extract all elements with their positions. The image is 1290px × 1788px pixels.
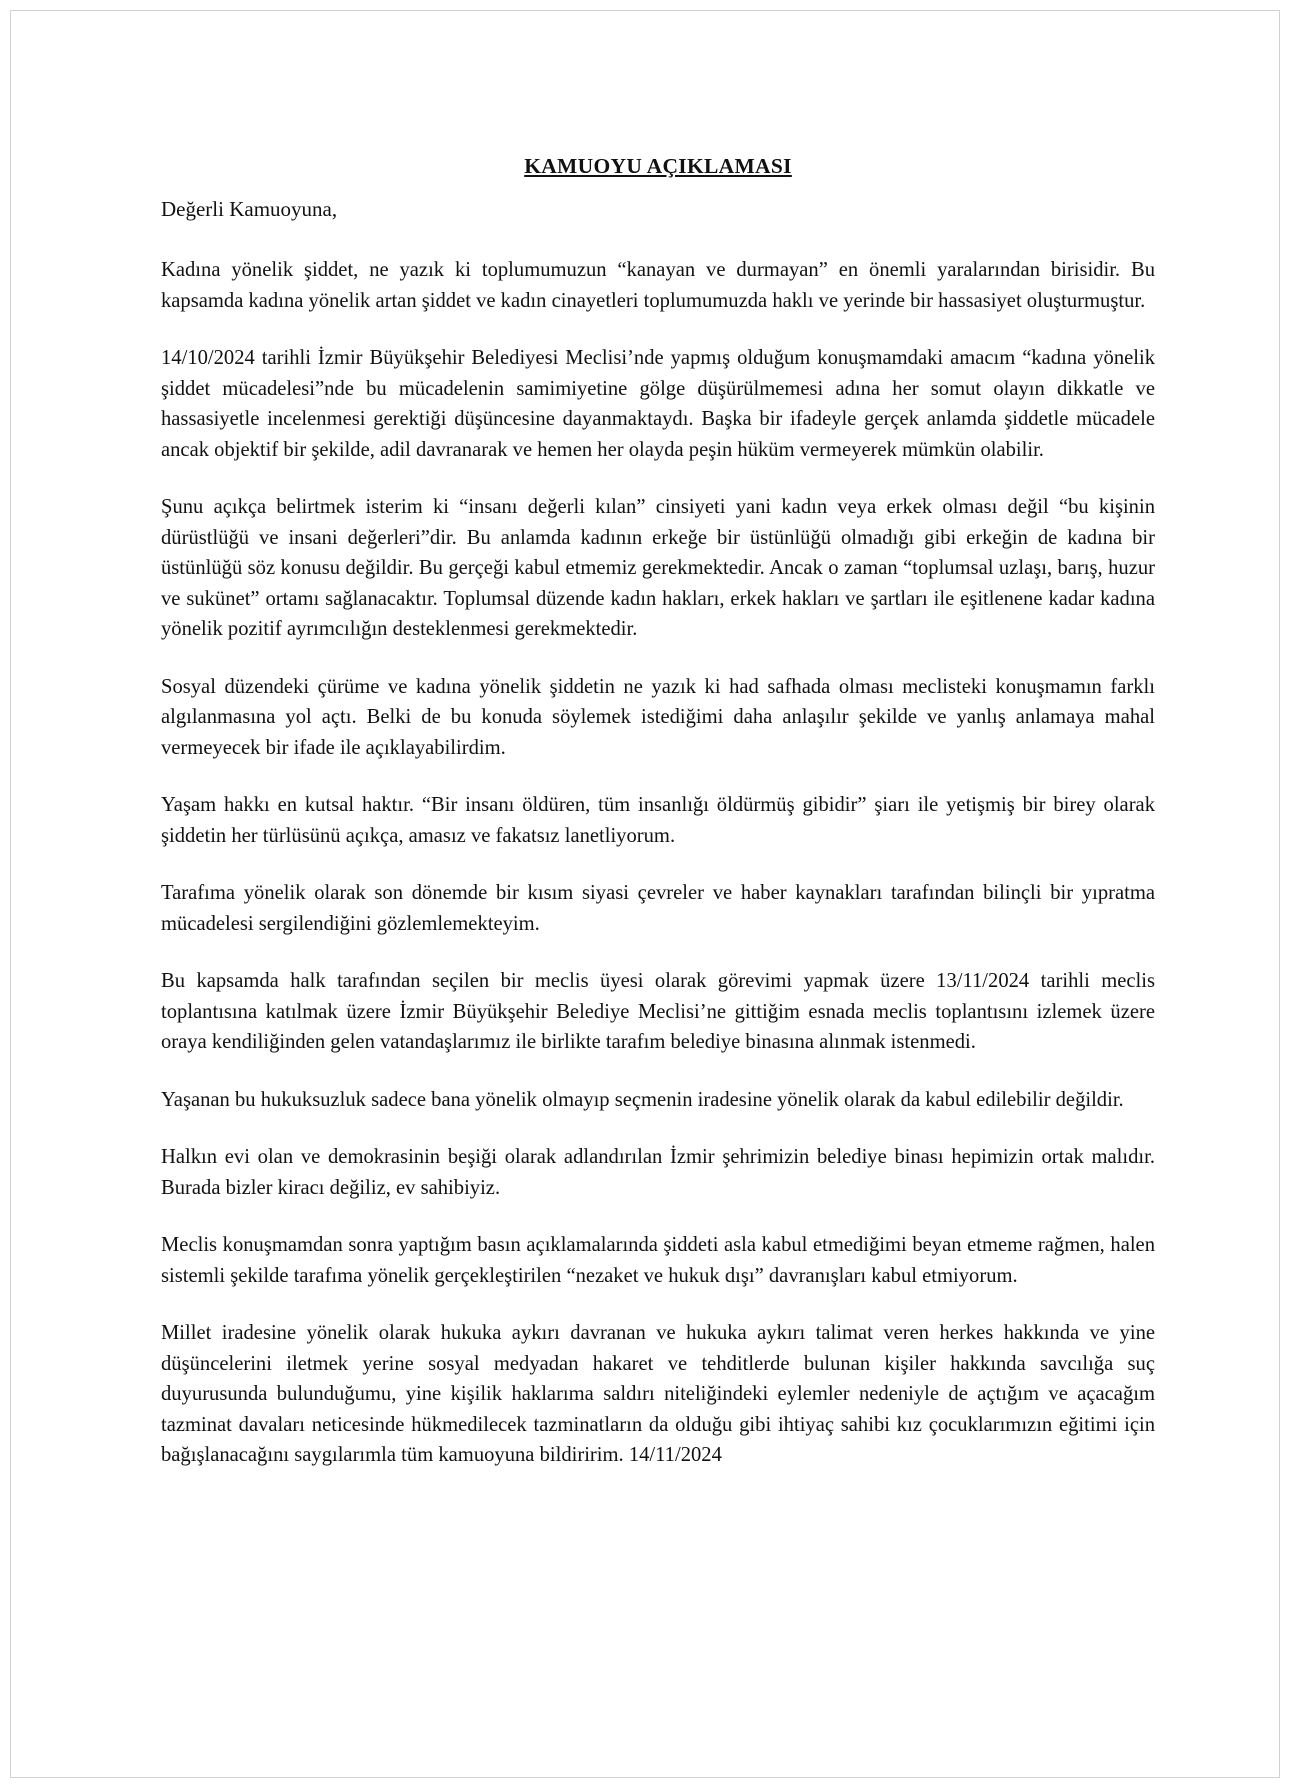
document-body: [161, 154, 1155, 1471]
paragraph-10: Meclis konuşmamdan sonra yaptığım basın açıklamalarında şiddeti asla kabul etmediğimi beyan etmeme rağmen, halen sistemli şekilde tarafıma yönelik gerçekleştirilen “nezaket ve hukuk dışı” davranışları kabul etmiyorum.: [161, 1234, 1155, 1287]
paragraph-11-closing: Millet iradesine yönelik olarak hukuka aykırı davranan ve hukuka aykırı talimat veren herkes hakkında ve yine düşüncelerini iletmek yerine sosyal medyadan hakaret ve tehditlerde bulunan kişiler hakkında savcılığa suç duyurusunda bulunduğumu, yine kişilik haklarıma saldırı niteliğindeki eylemler nedeniyle de açtığım ve açacağım tazminat davaları neticesinde hükmedilecek tazminatların da olduğu gibi ihtiyaç sahibi kız çocuklarımızın eğitimi için bağışlanacağını saygılarımla tüm kamuoyuna bildiririm. 14/11/2024: [161, 1322, 1155, 1466]
paragraph-2: 14/10/2024 tarihli İzmir Büyükşehir Belediyesi Meclisi’nde yapmış olduğum konuşmamdaki amacım “kadına yönelik şiddet mücadelesi”nde bu mücadelenin samimiyetine gölge düşürülmemesi adına her somut olayın dikkatle ve hassasiyetle incelenmesi gerektiği düşüncesine dayanmaktaydı. Başka bir ifadeyle gerçek anlamda şiddetle mücadele ancak objektif bir şekilde, adil davranarak ve hemen her olayda peşin hüküm vermeyerek mümkün olabilir.: [161, 347, 1155, 461]
paragraph-3: Şunu açıkça belirtmek isterim ki “insanı değerli kılan” cinsiyeti yani kadın veya erkek olması değil “bu kişinin dürüstlüğü ve insani değerleri”dir. Bu anlamda kadının erkeğe bir üstünlüğü olmadığı gibi erkeğin de kadına bir üstünlüğü söz konusu değildir. Bu gerçeği kabul etmemiz gerekmektedir. Ancak o zaman “toplumsal uzlaşı, barış, huzur ve sukünet” ortamı sağlanacaktır. Toplumsal düzende kadın hakları, erkek hakları ve şartları ile eşitlenene kadar kadına yönelik pozitif ayrımcılığın desteklenmesi gerekmektedir.: [161, 496, 1155, 640]
paragraph-6: Tarafıma yönelik olarak son dönemde bir kısım siyasi çevreler ve haber kaynakları tarafından bilinçli bir yıpratma mücadelesi sergilendiğini gözlemlemekteyim.: [161, 882, 1155, 935]
paragraph-5: Yaşam hakkı en kutsal haktır. “Bir insanı öldüren, tüm insanlığı öldürmüş gibidir” şiarı ile yetişmiş bir birey olarak şiddetin her türlüsünü açıkça, amasız ve fakatsız lanetliyorum.: [161, 794, 1155, 847]
paragraph-4: Sosyal düzendeki çürüme ve kadına yönelik şiddetin ne yazık ki had safhada olması meclisteki konuşmamın farklı algılanmasına yol açtı. Belki de bu konuda söylemek istediğimi daha anlaşılır şekilde ve yanlış anlamaya mahal vermeyecek bir ifade ile açıklayabilirdim.: [161, 675, 1155, 759]
paragraph-7: Bu kapsamda halk tarafından seçilen bir meclis üyesi olarak görevimi yapmak üzere 13/11/2024 tarihli meclis toplantısına katılmak üzere İzmir Büyükşehir Belediye Meclisi’ne gittiğim esnada meclis toplantısını izlemek üzere oraya kendiliğinden gelen vatandaşlarımız ile birlikte tarafım belediye binasına alınmak istenmedi.: [161, 970, 1155, 1053]
paragraph-8: Yaşanan bu hukuksuzluk sadece bana yönelik olmayıp seçmenin iradesine yönelik olarak da kabul edilebilir değildir.: [161, 1088, 1124, 1111]
salutation: Değerli Kamuoyuna,: [161, 197, 338, 221]
document-page: [10, 10, 1280, 1778]
paragraph-9: Halkın evi olan ve demokrasinin beşiği olarak adlandırılan İzmir şehrimizin belediye binası hepimizin ortak malıdır. Burada bizler kiracı değiliz, ev sahibiyiz.: [161, 1146, 1155, 1199]
paragraph-1: Kadına yönelik şiddet, ne yazık ki toplumumuzun “kanayan ve durmayan” en önemli yaralarından birisidir. Bu kapsamda kadına yönelik artan şiddet ve kadın cinayetleri toplumumuzda haklı ve yerinde bir hassasiyet oluşturmuştur.: [161, 259, 1155, 312]
document-title: KAMUOYU AÇIKLAMASI: [524, 154, 792, 178]
